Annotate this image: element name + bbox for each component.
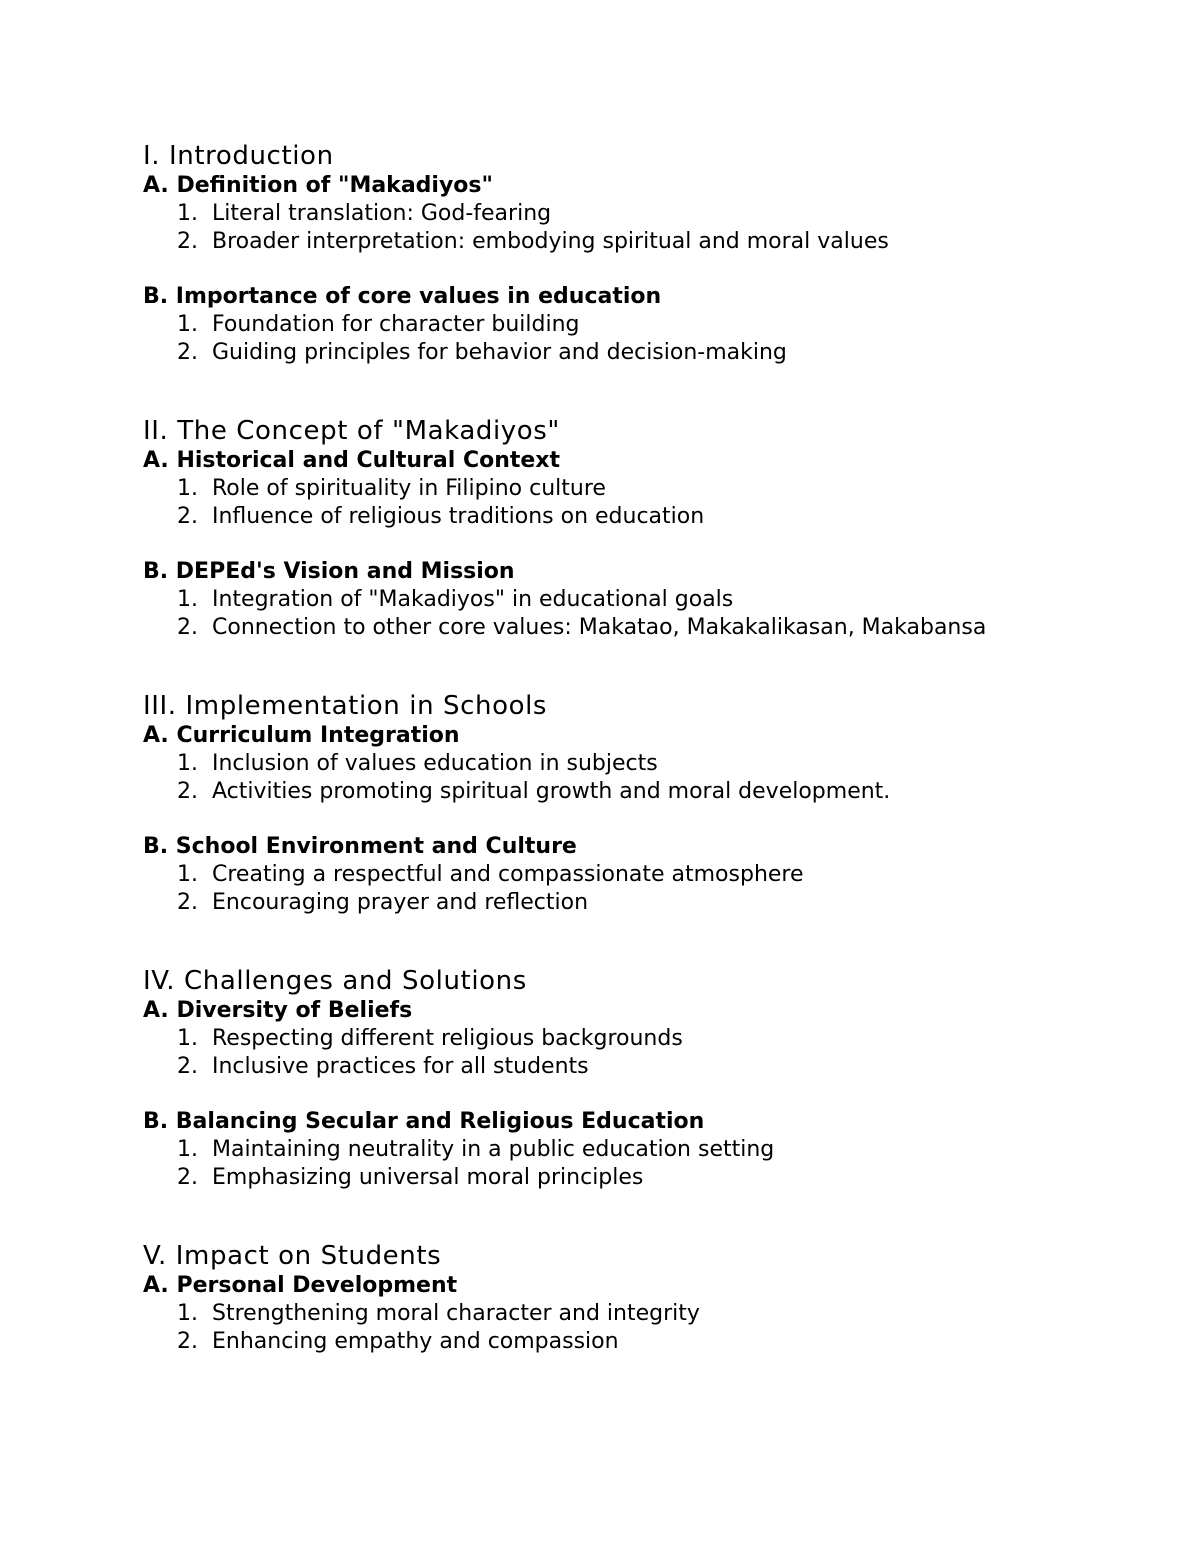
item-text: Respecting different religious backgrounds: [212, 1026, 683, 1051]
item-text: Creating a respectful and compassionate atmosphere: [212, 862, 804, 887]
item-text: Enhancing empathy and compassion: [212, 1329, 619, 1354]
item-text: Emphasizing universal moral principles: [212, 1165, 644, 1190]
list-item: [143, 475, 1143, 503]
item-number: 1.: [177, 862, 198, 887]
subsection: [143, 558, 1143, 642]
subsection: [143, 997, 1143, 1081]
list-item: [143, 1300, 1143, 1328]
item-number: 1.: [177, 751, 198, 776]
item-number: 1.: [177, 201, 198, 226]
item-text: Inclusive practices for all students: [212, 1054, 589, 1079]
section-introduction: [143, 140, 1143, 367]
subsection: [143, 1108, 1143, 1192]
item-number: 2.: [177, 779, 198, 804]
list-item: [143, 339, 1143, 367]
list-item: [143, 778, 1143, 806]
list-item: [143, 1328, 1143, 1356]
subsection-heading: A. Historical and Cultural Context: [143, 448, 561, 473]
item-text: Influence of religious traditions on education: [212, 504, 705, 529]
item-text: Maintaining neutrality in a public education setting: [212, 1137, 775, 1162]
item-number: 2.: [177, 890, 198, 915]
item-number: 1.: [177, 312, 198, 337]
item-number: 2.: [177, 1329, 198, 1354]
subsection: [143, 447, 1143, 531]
subsection-heading: A. Personal Development: [143, 1273, 458, 1298]
item-number: 2.: [177, 340, 198, 365]
item-text: Literal translation: God-fearing: [212, 201, 552, 226]
item-number: 2.: [177, 229, 198, 254]
item-number: 1.: [177, 1301, 198, 1326]
item-text: Guiding principles for behavior and decision-making: [212, 340, 787, 365]
subsection: [143, 172, 1143, 256]
subsection: [143, 722, 1143, 806]
document-page: [143, 140, 1143, 1356]
section-implementation: [143, 690, 1143, 917]
list-item: [143, 614, 1143, 642]
section-heading: IV. Challenges and Solutions: [143, 966, 527, 996]
list-item: [143, 889, 1143, 917]
list-item: [143, 750, 1143, 778]
item-text: Broader interpretation: embodying spiritual and moral values: [212, 229, 889, 254]
subsection-heading: B. School Environment and Culture: [143, 834, 577, 859]
item-text: Role of spirituality in Filipino culture: [212, 476, 606, 501]
item-number: 2.: [177, 1165, 198, 1190]
list-item: [143, 503, 1143, 531]
section-heading: III. Implementation in Schools: [143, 691, 548, 721]
subsection-heading: A. Curriculum Integration: [143, 723, 460, 748]
section-heading: V. Impact on Students: [143, 1241, 442, 1271]
section-heading: II. The Concept of "Makadiyos": [143, 416, 560, 446]
item-number: 1.: [177, 587, 198, 612]
list-item: [143, 200, 1143, 228]
item-number: 1.: [177, 1137, 198, 1162]
item-text: Inclusion of values education in subjects: [212, 751, 658, 776]
subsection: [143, 283, 1143, 367]
section-impact: [143, 1240, 1143, 1356]
list-item: [143, 861, 1143, 889]
subsection: [143, 833, 1143, 917]
item-number: 1.: [177, 476, 198, 501]
list-item: [143, 1025, 1143, 1053]
item-number: 2.: [177, 504, 198, 529]
list-item: [143, 586, 1143, 614]
list-item: [143, 311, 1143, 339]
item-number: 2.: [177, 615, 198, 640]
item-text: Encouraging prayer and reflection: [212, 890, 589, 915]
section-challenges: [143, 965, 1143, 1192]
list-item: [143, 1053, 1143, 1081]
subsection-heading: A. Diversity of Beliefs: [143, 998, 413, 1023]
subsection: [143, 1272, 1143, 1356]
section-heading: I. Introduction: [143, 141, 334, 171]
item-text: Foundation for character building: [212, 312, 580, 337]
item-text: Connection to other core values: Makatao, Makakalikasan, Makabansa: [212, 615, 987, 640]
item-number: 1.: [177, 1026, 198, 1051]
subsection-heading: B. Importance of core values in education: [143, 284, 662, 309]
list-item: [143, 1136, 1143, 1164]
item-text: Strengthening moral character and integrity: [212, 1301, 700, 1326]
subsection-heading: B. DEPEd's Vision and Mission: [143, 559, 515, 584]
section-concept: [143, 415, 1143, 642]
subsection-heading: A. Definition of "Makadiyos": [143, 173, 493, 198]
item-number: 2.: [177, 1054, 198, 1079]
subsection-heading: B. Balancing Secular and Religious Education: [143, 1109, 705, 1134]
item-text: Integration of "Makadiyos" in educational goals: [212, 587, 734, 612]
item-text: Activities promoting spiritual growth and moral development.: [212, 779, 891, 804]
list-item: [143, 228, 1143, 256]
list-item: [143, 1164, 1143, 1192]
